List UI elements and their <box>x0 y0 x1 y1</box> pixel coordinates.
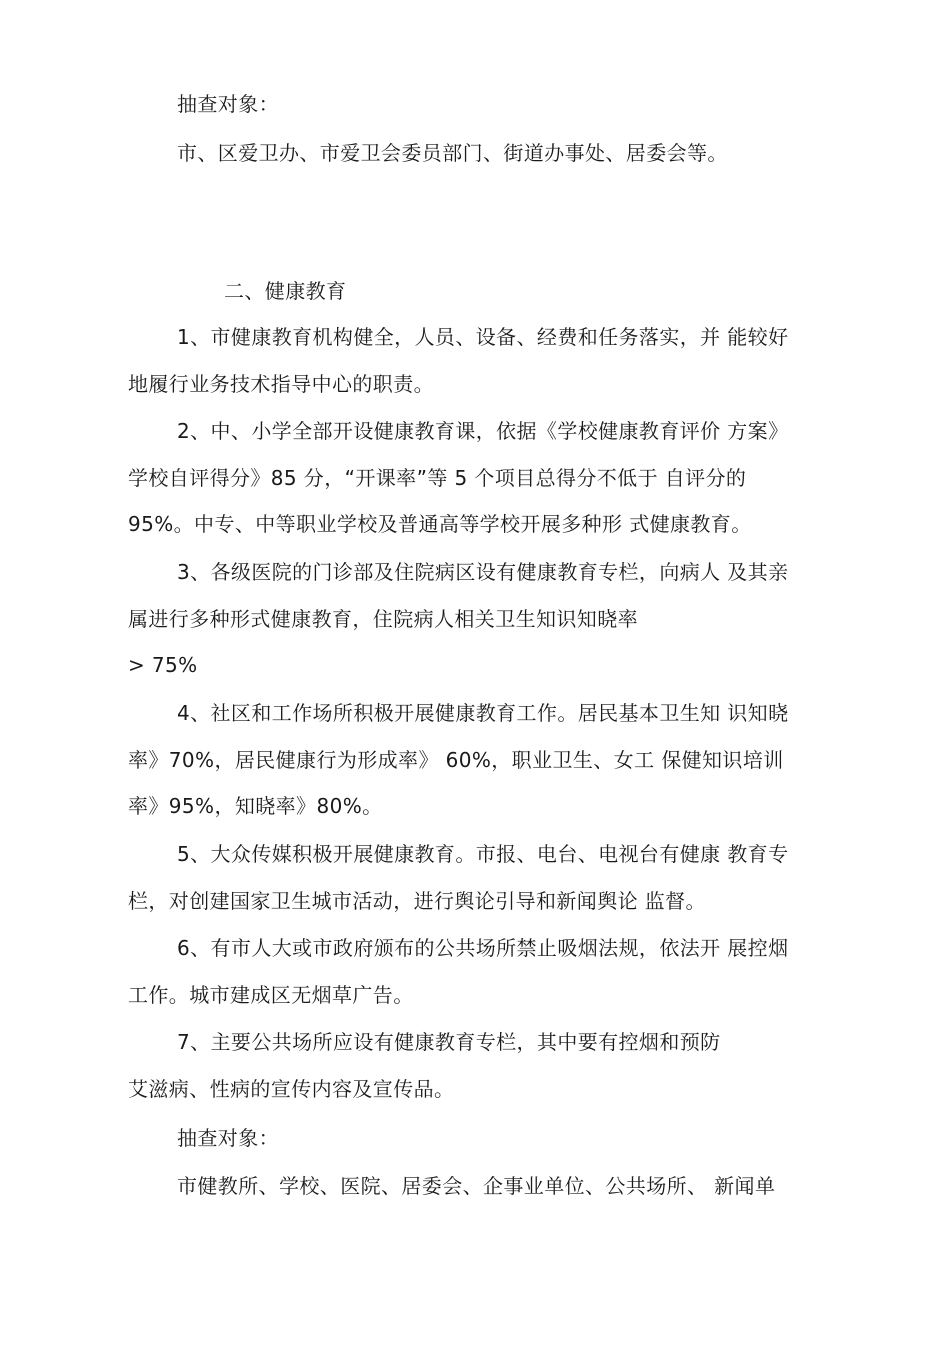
item-5-line-2: 栏，对创建国家卫生城市活动，进行舆论引导和新闻舆论 监督。 <box>128 889 706 913</box>
item-6-line-2: 工作。城市建成区无烟草广告。 <box>128 983 414 1007</box>
section-heading: 二、健康教育 <box>224 279 347 303</box>
item-3-line-1: 3、各级医院的门诊部及住院病区设有健康教育专栏，向病人 及其亲 <box>177 560 789 584</box>
inspection-target-label: 抽查对象： <box>177 92 279 116</box>
item-1-line-1: 1、市健康教育机构健全，人员、设备、经费和任务落实，并 能较好 <box>177 325 789 349</box>
item-5-line-1: 5、大众传媒积极开展健康教育。市报、电台、电视台有健康 教育专 <box>177 842 789 866</box>
item-6-line-1: 6、有市人大或市政府颁布的公共场所禁止吸烟法规，依法开 展控烟 <box>177 936 789 960</box>
item-2-line-2: 学校自评得分》85 分，“开课率”等 5 个项目总得分不低于 自评分的 <box>128 466 747 490</box>
item-7-line-1: 7、主要公共场所应设有健康教育专栏，其中要有控烟和预防 <box>177 1030 721 1054</box>
inspection-target-label-2: 抽查对象： <box>177 1126 279 1150</box>
item-4-line-3: 率》95%，知晓率》80%。 <box>128 794 383 818</box>
item-2-line-3: 95%。中专、中等职业学校及普通高等学校开展多种形 式健康教育。 <box>128 512 752 536</box>
item-2-line-1: 2、中、小学全部开设健康教育课，依据《学校健康教育评价 方案》 <box>177 419 789 443</box>
inspection-target-list: 市、区爱卫办、市爱卫会委员部门、街道办事处、居委会等。 <box>177 141 728 165</box>
item-1-line-2: 地履行业务技术指导中心的职责。 <box>128 372 434 396</box>
item-4-line-1: 4、社区和工作场所积极开展健康教育工作。居民基本卫生知 识知晓 <box>177 701 789 725</box>
item-4-line-2: 率》70%，居民健康行为形成率》 60%，职业卫生、女工 保健知识培训 <box>128 748 784 772</box>
item-7-line-2: 艾滋病、性病的宣传内容及宣传品。 <box>128 1077 455 1101</box>
item-3-line-2: 属进行多种形式健康教育，住院病人相关卫生知识知晓率 <box>128 607 638 631</box>
inspection-target-list-2: 市健教所、学校、医院、居委会、企事业单位、公共场所、 新闻单 <box>177 1174 776 1198</box>
item-3-line-3: > 75% <box>128 653 198 677</box>
